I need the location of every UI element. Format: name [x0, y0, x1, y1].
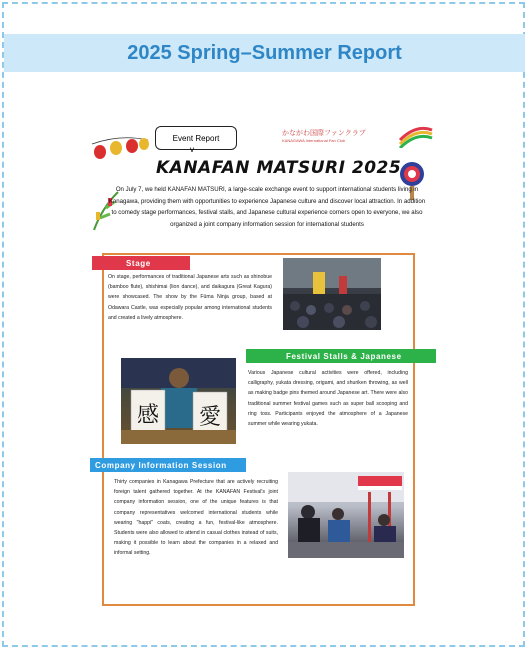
company-text: Thirty companies in Kanagawa Prefecture that are actively recruiting foreign talent gathered together. At the KANAFAN Festival's joint company information session, one of the unique features is that company representatives welcomed international students while wearing "happi" coats, creating a fun, festival-like atmosphere. Students were also allowed to attend in casual clothes instead of suits, making it possible to learn about the companies in a relaxed and informal setting.	[114, 479, 278, 557]
stage-text: On stage, performances of traditional Japanese arts such as shinobue (bamboo flute), shishimai (lion dance), and daikagura (Great Kagura) were showcased. The show by the Fūma Ninja group, based at Odawara Castle, was especially popular among international students and created a lively atmosphere.	[108, 274, 272, 321]
company-heading: Company Information Session	[90, 458, 246, 472]
festival-heading: Festival Stalls & Japanese	[246, 349, 436, 363]
calligraphy-char-1: 感	[137, 403, 160, 428]
stage-heading: Stage	[92, 256, 190, 270]
calligraphy-photo	[121, 358, 236, 444]
flags-decoration	[398, 122, 434, 148]
event-report-tag: Event Report	[155, 126, 237, 150]
festival-text: Various Japanese cultural activities were offered, including calligraphy, yukata dressing, origami, and shuriken throwing, as well as making badge pins themed around Japanese art. There were also traditional summer festival games such as super ball scooping and ring toss. Participants enjoyed the atmosphere of a Japanese summer while wearing yukata.	[248, 370, 408, 428]
lanterns-decoration	[90, 130, 150, 170]
club-logo-jp: かながわ国際ファンクラブ	[282, 130, 366, 137]
stage-photo	[283, 258, 381, 330]
report-banner	[4, 34, 525, 72]
flyer-title: KANAFAN MATSURI 2025	[156, 158, 402, 178]
company-session-photo	[288, 472, 404, 558]
club-logo-en: KANAGAWA International Fan Club	[282, 138, 346, 143]
report-title: 2025 Spring–Summer Report	[127, 41, 402, 64]
intro-text: On July 7, we held KANAFAN MATSURI, a large-scale exchange event to support international students living in Kanagawa, providing them with opportunities to experience Japanese culture and discover local attraction. In addition to comedy stage performances, festival stalls, and Japanese cultural experience corners open to everyone, we also organized a joint company information session for international students	[108, 186, 426, 228]
calligraphy-char-2: 愛	[199, 405, 222, 430]
tag-arrow: v	[190, 145, 194, 154]
